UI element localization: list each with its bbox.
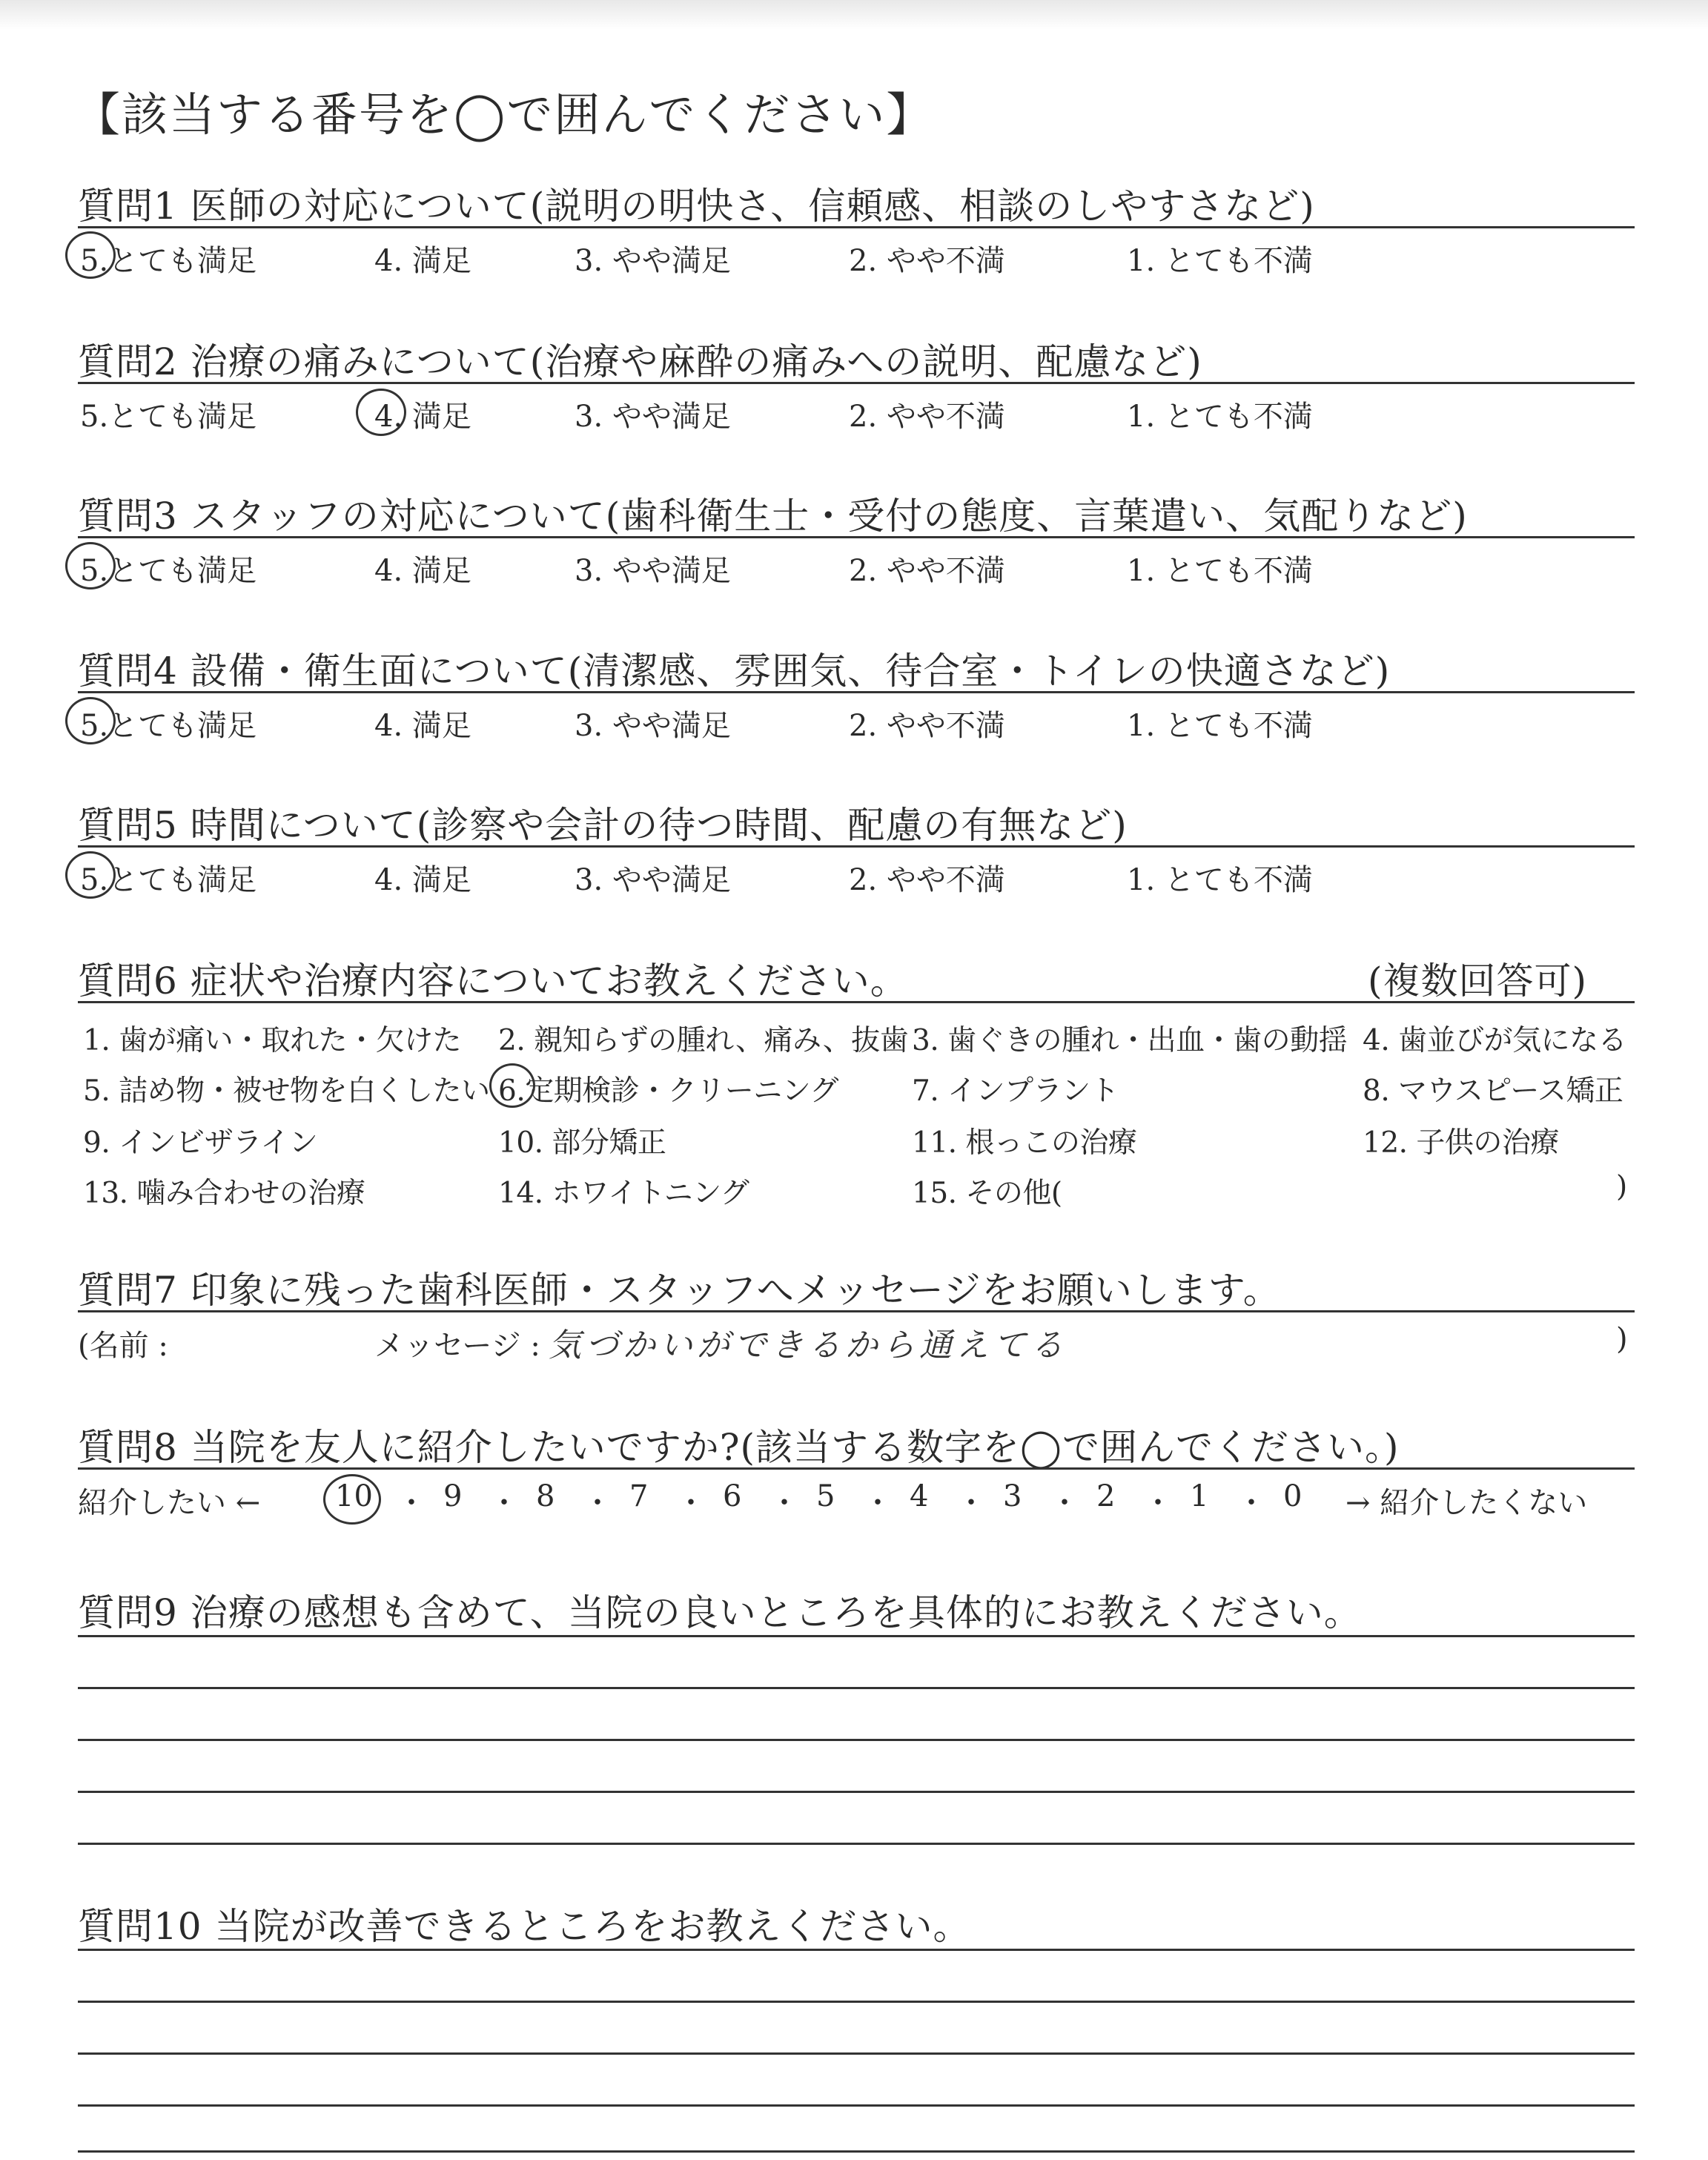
q4-rule [78, 691, 1635, 693]
q8-separator: ・ [397, 1486, 426, 1520]
q3-title: 質問3 スタッフの対応について(歯科衛生士・受付の態度、言葉遣い、気配りなど) [78, 495, 1468, 538]
q6-option-8[interactable]: 8. マウスピース矯正 [1363, 1074, 1623, 1108]
q3-option-1[interactable]: 1. とても不満 [1127, 554, 1313, 588]
q1-option-2[interactable]: 2. やや不満 [849, 244, 1005, 278]
q8-score-8[interactable]: 8 [536, 1479, 555, 1513]
q10-title: 質問10 当院が改善できるところをお教えください。 [78, 1905, 971, 1948]
q6-option-6[interactable]: 6.定期検診・クリーニング [498, 1074, 838, 1108]
q2-selection-circle [356, 389, 406, 436]
q6-option-10[interactable]: 10. 部分矯正 [498, 1126, 666, 1160]
q7-name-label: (名前 : [78, 1329, 168, 1363]
q4-option-3[interactable]: 3. やや満足 [575, 709, 731, 743]
q8-selection-circle [323, 1474, 381, 1525]
q8-score-9[interactable]: 9 [443, 1479, 463, 1513]
q3-option-3[interactable]: 3. やや満足 [575, 554, 731, 588]
q4-option-2[interactable]: 2. やや不満 [849, 709, 1005, 743]
q8-score-3[interactable]: 3 [1003, 1479, 1022, 1513]
q8-separator: ・ [863, 1486, 893, 1520]
q4-option-4[interactable]: 4. 満足 [374, 709, 471, 743]
q7-message-label: メッセージ : [374, 1329, 540, 1363]
q2-option-1[interactable]: 1. とても不満 [1127, 400, 1313, 434]
q8-score-7[interactable]: 7 [629, 1479, 649, 1513]
q2-rule [78, 382, 1635, 384]
q2-title: 質問2 治療の痛みについて(治療や麻酔の痛みへの説明、配慮など) [78, 340, 1202, 383]
q9-title: 質問9 治療の感想も含めて、当院の良いところを具体的にお教えください。 [78, 1591, 1362, 1634]
q8-separator: ・ [769, 1486, 799, 1520]
q8-score-5[interactable]: 5 [816, 1479, 835, 1513]
q6-option-3[interactable]: 3. 歯ぐきの腫れ・出血・歯の動揺 [912, 1024, 1348, 1057]
q6-option-1[interactable]: 1. 歯が痛い・取れた・欠けた [83, 1024, 462, 1057]
q5-option-5[interactable]: 5.とても満足 [80, 863, 257, 897]
q8-title: 質問8 当院を友人に紹介したいですか?(該当する数字を◯で囲んでください。) [78, 1426, 1400, 1469]
q6-option-13[interactable]: 13. 噛み合わせの治療 [83, 1177, 365, 1210]
q9-line [78, 1791, 1635, 1793]
q2-option-3[interactable]: 3. やや満足 [575, 400, 731, 434]
q6-other-close-paren: ) [1616, 1170, 1627, 1203]
q8-score-6[interactable]: 6 [723, 1479, 742, 1513]
q10-line [78, 1949, 1635, 1951]
q10-line [78, 2150, 1635, 2153]
q3-option-5[interactable]: 5.とても満足 [80, 554, 257, 588]
q3-selection-circle [65, 542, 116, 589]
q8-score-4[interactable]: 4 [910, 1479, 929, 1513]
q8-left-label: 紹介したい ← [78, 1486, 261, 1520]
q9-line [78, 1635, 1635, 1637]
q7-title: 質問7 印象に残った歯科医師・スタッフへメッセージをお願いします。 [78, 1269, 1281, 1312]
q7-rule [78, 1310, 1635, 1312]
q6-title: 質問6 症状や治療内容についてお教えください。 [78, 960, 908, 1003]
q8-right-label: → 紹介したくない [1345, 1486, 1588, 1520]
q8-separator: ・ [956, 1486, 986, 1520]
q6-option-5[interactable]: 5. 詰め物・被せ物を白くしたい [83, 1074, 490, 1108]
q4-selection-circle [65, 697, 116, 744]
q3-option-2[interactable]: 2. やや不満 [849, 554, 1005, 588]
q6-option-9[interactable]: 9. インビザライン [83, 1126, 318, 1160]
q1-option-1[interactable]: 1. とても不満 [1127, 244, 1313, 278]
q2-option-4[interactable]: 4. 満足 [374, 400, 471, 434]
q5-selection-circle [65, 851, 116, 899]
q6-option-7[interactable]: 7. インプラント [912, 1074, 1119, 1108]
q7-close-paren: ) [1616, 1322, 1628, 1356]
q6-option-12[interactable]: 12. 子供の治療 [1363, 1126, 1559, 1160]
q6-option-2[interactable]: 2. 親知らずの腫れ、痛み、抜歯 [498, 1024, 909, 1057]
q5-option-3[interactable]: 3. やや満足 [575, 863, 731, 897]
q7-message-handwritten[interactable]: 気づかいができるから通えてる [549, 1327, 1068, 1364]
q10-line [78, 2001, 1635, 2003]
q9-line [78, 1843, 1635, 1845]
q6-option-14[interactable]: 14. ホワイトニング [498, 1177, 749, 1210]
q8-separator: ・ [583, 1486, 612, 1520]
q3-option-4[interactable]: 4. 満足 [374, 554, 471, 588]
q1-title: 質問1 医師の対応について(説明の明快さ、信頼感、相談のしやすさなど) [78, 185, 1315, 228]
q10-line [78, 2104, 1635, 2107]
q4-option-5[interactable]: 5.とても満足 [80, 709, 257, 743]
q2-option-2[interactable]: 2. やや不満 [849, 400, 1005, 434]
q5-option-2[interactable]: 2. やや不満 [849, 863, 1005, 897]
q1-option-4[interactable]: 4. 満足 [374, 244, 471, 278]
q6-option-11[interactable]: 11. 根っこの治療 [912, 1126, 1137, 1160]
q6-multiple-note: (複数回答可) [1368, 960, 1588, 1003]
q6-option-15[interactable]: 15. その他( [912, 1177, 1062, 1210]
q8-separator: ・ [676, 1486, 706, 1520]
q8-score-10[interactable]: 10 [335, 1479, 373, 1513]
q5-option-4[interactable]: 4. 満足 [374, 863, 471, 897]
page-heading: 【該当する番号を◯で囲んでください】 [74, 87, 934, 142]
q8-separator: ・ [1237, 1486, 1266, 1520]
q8-score-2[interactable]: 2 [1096, 1479, 1116, 1513]
q1-option-3[interactable]: 3. やや満足 [575, 244, 731, 278]
q9-line [78, 1687, 1635, 1689]
q2-option-5[interactable]: 5.とても満足 [80, 400, 257, 434]
q6-selection-circle [489, 1063, 535, 1108]
q8-rule [78, 1467, 1635, 1470]
q9-line [78, 1739, 1635, 1741]
q8-separator: ・ [1050, 1486, 1079, 1520]
q8-separator: ・ [489, 1486, 519, 1520]
q1-selection-circle [65, 231, 116, 279]
q10-line [78, 2052, 1635, 2055]
q5-option-1[interactable]: 1. とても不満 [1127, 863, 1313, 897]
q5-rule [78, 845, 1635, 848]
q3-rule [78, 536, 1635, 538]
q1-option-5[interactable]: 5.とても満足 [80, 244, 257, 278]
scan-edge [0, 0, 1708, 30]
q1-rule [78, 226, 1635, 228]
q4-title: 質問4 設備・衛生面について(清潔感、雰囲気、待合室・トイレの快適さなど) [78, 650, 1391, 693]
q8-separator: ・ [1143, 1486, 1173, 1520]
q8-score-0[interactable]: 0 [1283, 1479, 1302, 1513]
q6-option-4[interactable]: 4. 歯並びが気になる [1363, 1024, 1627, 1057]
q8-score-1[interactable]: 1 [1190, 1479, 1209, 1513]
q4-option-1[interactable]: 1. とても不満 [1127, 709, 1313, 743]
q5-title: 質問5 時間について(診察や会計の待つ時間、配慮の有無など) [78, 804, 1128, 847]
q6-rule [78, 1001, 1635, 1003]
